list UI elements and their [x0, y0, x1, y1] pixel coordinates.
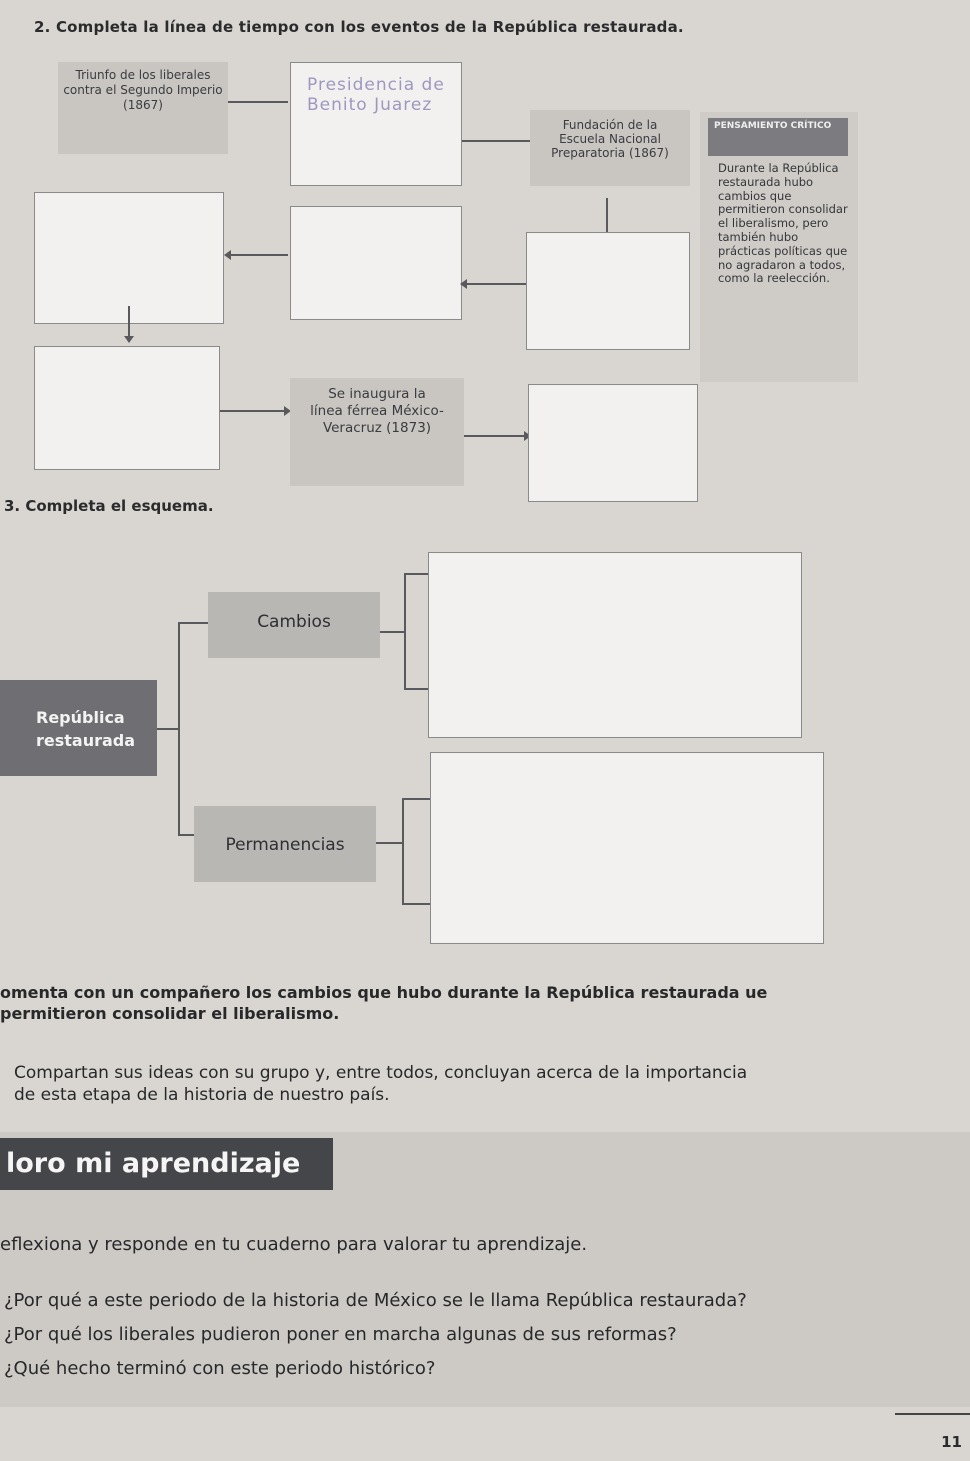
scheme-permanencias: Permanencias: [194, 806, 376, 882]
discussion-paragraph-2: Compartan sus ideas con su grupo y, entre todos, concluyan acerca de la importancia de esta etapa de la historia de nuestro país.: [14, 1063, 748, 1105]
timeline-box-1[interactable]: [290, 62, 462, 186]
valoro-question-3: ¿Qué hecho terminó con este periodo histórico?: [4, 1358, 436, 1379]
timeline-box-6[interactable]: [528, 384, 698, 502]
scheme-root: República restaurada: [0, 680, 157, 776]
timeline-event-ferrea: Se inaugura la línea férrea México-Veracruz (1873): [290, 378, 464, 486]
timeline-box-2[interactable]: [34, 192, 224, 324]
cambios-answer-box[interactable]: [428, 552, 802, 738]
handwritten-answer: Presidencia de Benito Juarez: [307, 75, 445, 115]
pensamiento-critico-badge: PENSAMIENTO CRÍTICO: [708, 118, 848, 156]
timeline-box-3[interactable]: [290, 206, 462, 320]
valoro-instruction: eflexiona y responde en tu cuaderno para valorar tu aprendizaje.: [0, 1234, 588, 1255]
valoro-banner: loro mi aprendizaje: [0, 1138, 333, 1190]
permanencias-answer-box[interactable]: [430, 752, 824, 944]
valoro-question-2: ¿Por qué los liberales pudieron poner en marcha algunas de sus reformas?: [4, 1324, 677, 1345]
timeline-event-triunfo: Triunfo de los liberales contra el Segundo Imperio (1867): [58, 62, 228, 154]
valoro-question-1: ¿Por qué a este periodo de la historia de México se le llama República restaurada?: [4, 1290, 747, 1311]
timeline-box-5[interactable]: [34, 346, 220, 470]
timeline-box-4[interactable]: [526, 232, 690, 350]
question-2-title: 2. Completa la línea de tiempo con los eventos de la República restaurada.: [34, 18, 684, 36]
scheme-cambios: Cambios: [208, 592, 380, 658]
page-number: 11: [941, 1433, 962, 1451]
question-3-title: 3. Completa el esquema.: [4, 497, 214, 515]
timeline-event-preparatoria: Fundación de la Escuela Nacional Preparatoria (1867): [530, 110, 690, 186]
pensamiento-critico-text: Durante la República restaurada hubo cambios que permitieron consolidar el liberalismo, pero también hubo prácticas políticas que no agradaron a todos, como la reelección.: [718, 161, 848, 286]
footer-rule: [895, 1413, 970, 1415]
discussion-paragraph-1: omenta con un compañero los cambios que hubo durante la República restaurada ue permitieron consolidar el liberalismo.: [0, 983, 768, 1023]
